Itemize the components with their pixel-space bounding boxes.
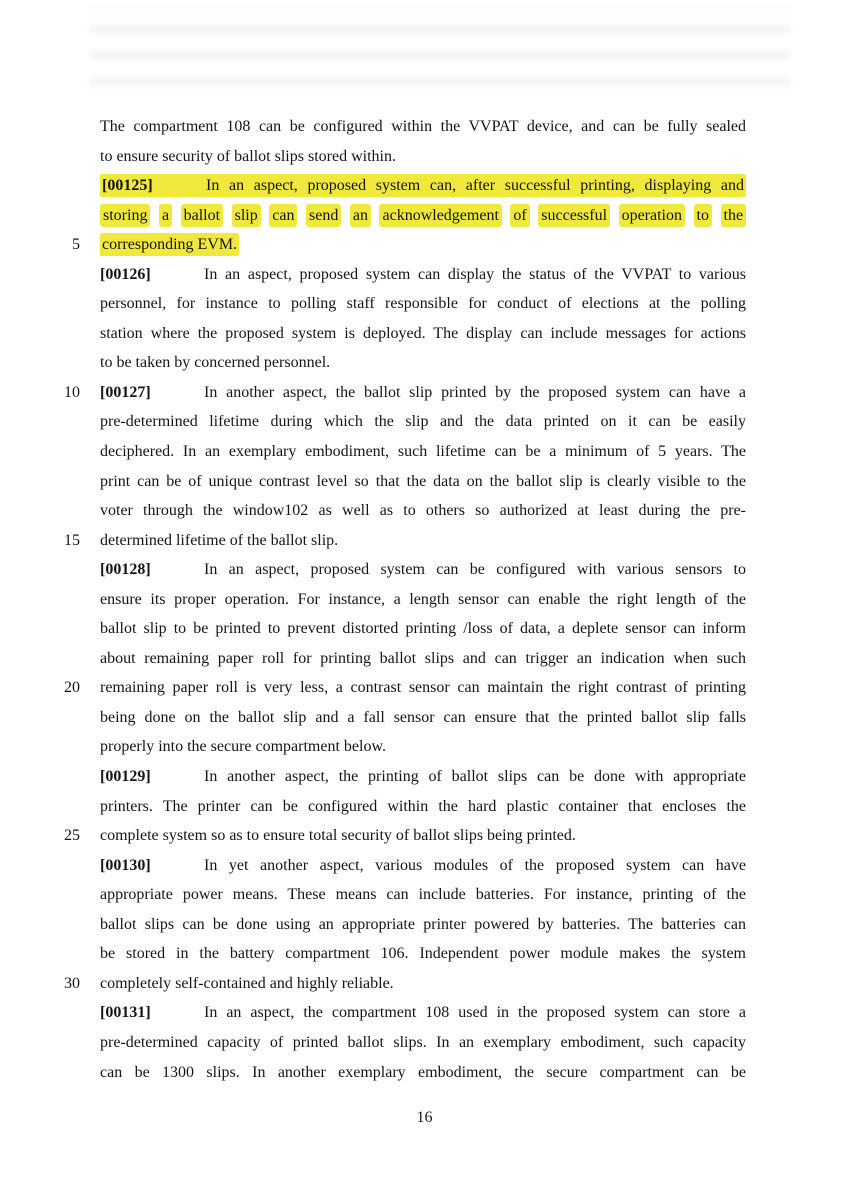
text-line: 25 complete system so as to ensure total security of ballot slips being printed.	[100, 821, 746, 851]
line-number: 5	[72, 236, 80, 254]
text-line: can be 1300 slips. In another exemplary embodiment, the secure compartment can be	[100, 1063, 746, 1081]
text-line: be stored in the battery compartment 106. Independent power module makes the system	[100, 945, 746, 963]
highlighted-word: successful	[538, 204, 610, 227]
highlighted-word: can	[269, 204, 297, 227]
scan-bleedthrough-artifact	[90, 6, 790, 86]
text-line: [00131] In an aspect, the compartment 108 used in the proposed system can store a	[100, 998, 746, 1028]
paragraph-tag: [00125]	[102, 177, 153, 195]
highlighted-word: operation	[619, 204, 685, 227]
highlighted-word: an	[350, 204, 371, 227]
paragraph-tag: [00130]	[100, 856, 151, 874]
text-line: voter through the window102 as well as to others so authorized at least during the pre-	[100, 502, 746, 520]
highlighted-word: acknowledgement	[379, 204, 501, 227]
line-number: 20	[64, 679, 80, 697]
text-line: [00126] In an aspect, proposed system can display the status of the VVPAT to various	[100, 260, 746, 290]
text-line: [00128] In an aspect, proposed system can be configured with various sensors to	[100, 555, 746, 585]
paragraph-tag: [00131]	[100, 1004, 151, 1022]
paragraph-tag: [00128]	[100, 561, 151, 579]
highlighted-word: storing	[100, 204, 150, 227]
text-line: to be taken by concerned personnel.	[100, 354, 331, 372]
highlighted-word: of	[510, 204, 529, 227]
text-line: about remaining paper roll for printing ballot slips and can trigger an indication when such	[100, 649, 746, 667]
text-line: pre-determined capacity of printed ballot slips. In an exemplary embodiment, such capacity	[100, 1033, 746, 1051]
highlighted-word: slip	[232, 204, 261, 227]
highlighted-word: ballot	[181, 204, 223, 227]
text-line: ballot slip to be printed to prevent distorted printing /loss of data, a deplete sensor can inform	[100, 620, 746, 638]
text-line	[100, 171, 746, 201]
page-number: 16	[416, 1109, 433, 1126]
text-line: print can be of unique contrast level so that the data on the ballot slip is clearly visible to the	[100, 472, 746, 490]
highlighted-text: [00125] In an aspect, proposed system can, after successful printing, displaying and	[100, 174, 746, 197]
highlighted-text: corresponding EVM.	[100, 233, 239, 256]
text-line: ensure its proper operation. For instance, a length sensor can enable the right length of the	[100, 590, 746, 608]
text-line: 20 remaining paper roll is very less, a contrast sensor can maintain the right contrast of printing	[100, 673, 746, 703]
text-line: being done on the ballot slip and a fall sensor can ensure that the printed ballot slip falls	[100, 708, 746, 726]
line-number: 30	[64, 974, 80, 992]
highlighted-word: a	[159, 204, 172, 227]
document-body	[64, 112, 746, 1087]
highlighted-word: send	[306, 204, 341, 227]
line-number: 25	[64, 827, 80, 845]
text-line: 10 [00127] In another aspect, the ballot slip printed by the proposed system can have a	[100, 378, 746, 408]
paragraph-tag: [00127]	[100, 383, 151, 401]
text-line: ballot slips can be done using an appropriate printer powered by batteries. The batteries can	[100, 915, 746, 933]
text-line: pre-determined lifetime during which the slip and the data printed on it can be easily	[100, 413, 746, 431]
line-number: 15	[64, 531, 80, 549]
line-number: 10	[64, 383, 80, 401]
highlighted-word: the	[721, 204, 747, 227]
text-line	[100, 201, 746, 231]
text-line: properly into the secure compartment below.	[100, 738, 386, 756]
text-line: [00129] In another aspect, the printing of ballot slips can be done with appropriate	[100, 762, 746, 792]
text-line: 30 completely self-contained and highly reliable.	[100, 969, 746, 999]
text-line: appropriate power means. These means can include batteries. For instance, printing of the	[100, 886, 746, 904]
text-line: 15 determined lifetime of the ballot slip.	[100, 526, 746, 556]
text-line: personnel, for instance to polling staff responsible for conduct of elections at the polling	[100, 295, 746, 313]
highlighted-word: to	[694, 204, 712, 227]
text-line: to ensure security of ballot slips stored within.	[100, 147, 396, 165]
text-line: station where the proposed system is deployed. The display can include messages for actions	[100, 324, 746, 342]
text-line	[72, 230, 746, 260]
text-line: [00130] In yet another aspect, various modules of the proposed system can have	[100, 851, 746, 881]
text-line: printers. The printer can be configured within the hard plastic container that encloses the	[100, 797, 746, 815]
paragraph-tag: [00129]	[100, 768, 151, 786]
paragraph-tag: [00126]	[100, 265, 151, 283]
text-line: The compartment 108 can be configured within the VVPAT device, and can be fully sealed	[100, 118, 746, 135]
text-line: deciphered. In an exemplary embodiment, such lifetime can be a minimum of 5 years. The	[100, 443, 746, 461]
